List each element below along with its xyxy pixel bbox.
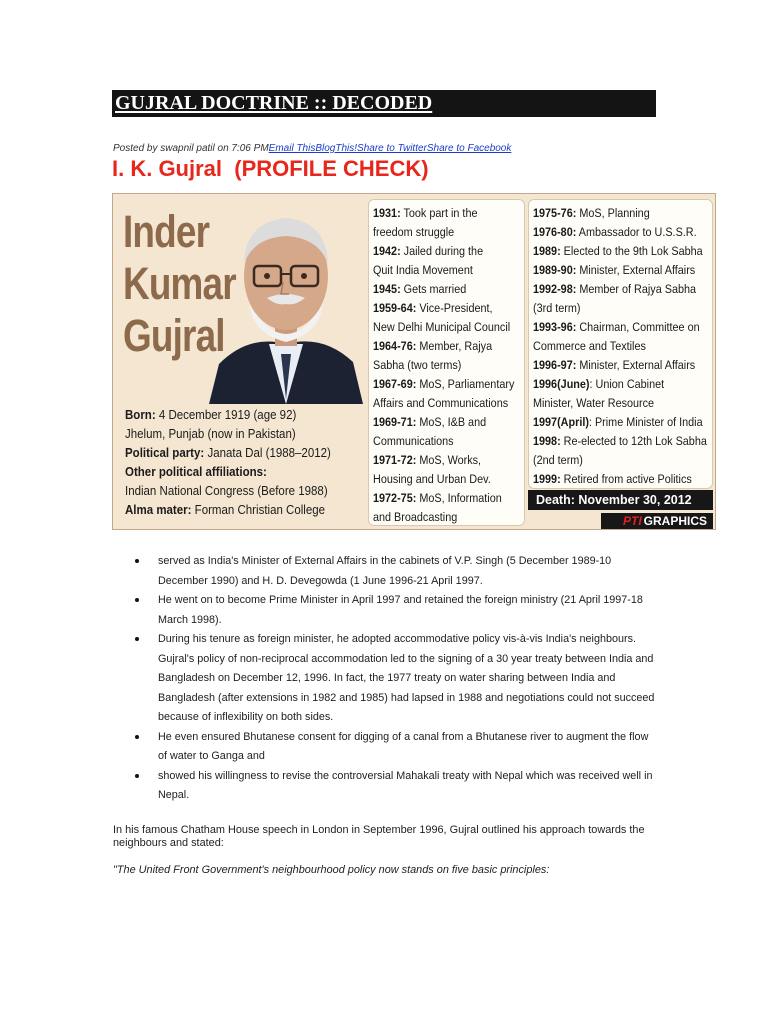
timeline-entry: 1992-98: Member of Rajya Sabha xyxy=(533,282,697,296)
timeline-entry: 1999: Retired from active Politics xyxy=(533,472,692,486)
timeline-entry: Quit India Movement xyxy=(373,263,473,277)
share-facebook-link[interactable]: Share to Facebook xyxy=(426,143,512,154)
posted-by-text: Posted by swapnil patil on 7:06 PM xyxy=(113,143,269,154)
timeline-entry: 1967-69: MoS, Parliamentary xyxy=(373,377,515,391)
timeline-entry: 1997(April): Prime Minister of India xyxy=(533,415,703,429)
timeline-entry: 1996(June): Union Cabinet xyxy=(533,377,665,391)
list-item: showed his willingness to revise the controversial Mahakali treaty with Nepal which was received well in Nepal. xyxy=(114,767,659,806)
list-item: He went on to become Prime Minister in April 1997 and retained the foreign ministry (21 April 1997-18 March 1998). xyxy=(114,591,659,630)
timeline-entry: 1942: Jailed during the xyxy=(373,244,484,258)
list-item: During his tenure as foreign minister, he adopted accommodative policy vis-à-vis India's neighbours. Gujral's policy of non-reciprocal accommodation led to the signing of a 30 year treaty between India and Bangladesh on December 12, 1996. In fact, the 1977 treaty on water sharing between India and Bangladesh (after extensions in 1982 and 1985) had lapsed in 1988 and negotiations could not succeed because of inflexibility on both sides. xyxy=(114,630,659,728)
timeline-column-1 xyxy=(368,199,525,526)
timeline-entry: 1993-96: Chairman, Committee on xyxy=(533,320,700,334)
bullet-list xyxy=(114,552,659,806)
blogthis-link[interactable]: BlogThis! xyxy=(315,143,358,154)
timeline-entry: Affairs and Communications xyxy=(373,396,509,410)
fact-line: Jhelum, Punjab (now in Pakistan) xyxy=(125,427,296,441)
pti-graphics-credit xyxy=(601,513,713,530)
post-meta xyxy=(113,143,511,154)
timeline-entry: 1976-80: Ambassador to U.S.S.R. xyxy=(533,225,697,239)
timeline-entry: freedom struggle xyxy=(373,225,455,239)
timeline-entry: 1969-71: MoS, I&B and xyxy=(373,415,487,429)
timeline-entry: 1931: Took part in the xyxy=(373,206,478,220)
quote-text: "The United Front Government's neighbourhood policy now stands on five basic principles: xyxy=(113,864,550,876)
credit-text: GRAPHICS xyxy=(643,514,707,528)
email-this-link[interactable]: Email This xyxy=(268,143,316,154)
timeline-entry: 1975-76: MoS, Planning xyxy=(533,206,650,220)
profile-infographic xyxy=(112,193,716,530)
timeline-entry: Sabha (two terms) xyxy=(373,358,462,372)
timeline-entry: 1998: Re-elected to 12th Lok Sabha xyxy=(533,434,707,448)
fact-line: Political party: Janata Dal (1988–2012) xyxy=(125,446,331,460)
fact-line: Born: 4 December 1919 (age 92) xyxy=(125,408,297,422)
timeline-entry: Communications xyxy=(373,434,454,448)
personal-facts xyxy=(125,406,350,520)
chatham-paragraph: In his famous Chatham House speech in London in September 1996, Gujral outlined his approach towards the neighbours and stated: xyxy=(113,824,645,849)
fact-line: Alma mater: Forman Christian College xyxy=(125,503,326,517)
list-item: served as India's Minister of External Affairs in the cabinets of V.P. Singh (5 December 1989-10 December 1990) and H. D. Devegowda (1 June 1996-21 April 1997. xyxy=(114,552,659,591)
timeline-entry: 1964-76: Member, Rajya xyxy=(373,339,493,353)
timeline-entry: (2nd term) xyxy=(533,453,583,467)
fact-line: Indian National Congress (Before 1988) xyxy=(125,484,328,498)
name-line-3: Gujral xyxy=(123,310,225,361)
timeline-entry: 1989: Elected to the 9th Lok Sabha xyxy=(533,244,703,258)
name-line-1: Inder xyxy=(123,206,210,257)
timeline-entry: Minister, Water Resource xyxy=(533,396,655,410)
timeline-entry: Housing and Urban Dev. xyxy=(373,472,491,486)
timeline-entry: 1959-64: Vice-President, xyxy=(373,301,493,315)
timeline-entry: (3rd term) xyxy=(533,301,581,315)
share-twitter-link[interactable]: Share to Twitter xyxy=(357,143,427,154)
name-line-2: Kumar xyxy=(123,258,236,309)
timeline-entry: 1996-97: Minister, External Affairs xyxy=(533,358,696,372)
fact-line: Other political affiliations: xyxy=(125,465,267,479)
death-date: Death: November 30, 2012 xyxy=(528,490,713,510)
timeline-column-2 xyxy=(528,199,713,489)
timeline-entry: 1971-72: MoS, Works, xyxy=(373,453,482,467)
timeline-entry: 1972-75: MoS, Information xyxy=(373,491,502,505)
pti-logo: PTI xyxy=(622,514,642,528)
profile-heading: I. K. Gujral (PROFILE CHECK) xyxy=(112,156,429,181)
timeline-entry: New Delhi Municipal Council xyxy=(373,320,511,334)
list-item: He even ensured Bhutanese consent for digging of a canal from a Bhutanese river to augment the flow of water to Ganga and xyxy=(114,728,659,767)
post-title[interactable]: GUJRAL DOCTRINE :: DECODED xyxy=(112,90,656,117)
timeline-entry: 1945: Gets married xyxy=(373,282,467,296)
timeline-entry: Commerce and Textiles xyxy=(533,339,646,353)
portrait-illustration xyxy=(209,194,363,404)
timeline-entry: and Broadcasting xyxy=(373,510,458,524)
timeline-entry: 1989-90: Minister, External Affairs xyxy=(533,263,696,277)
